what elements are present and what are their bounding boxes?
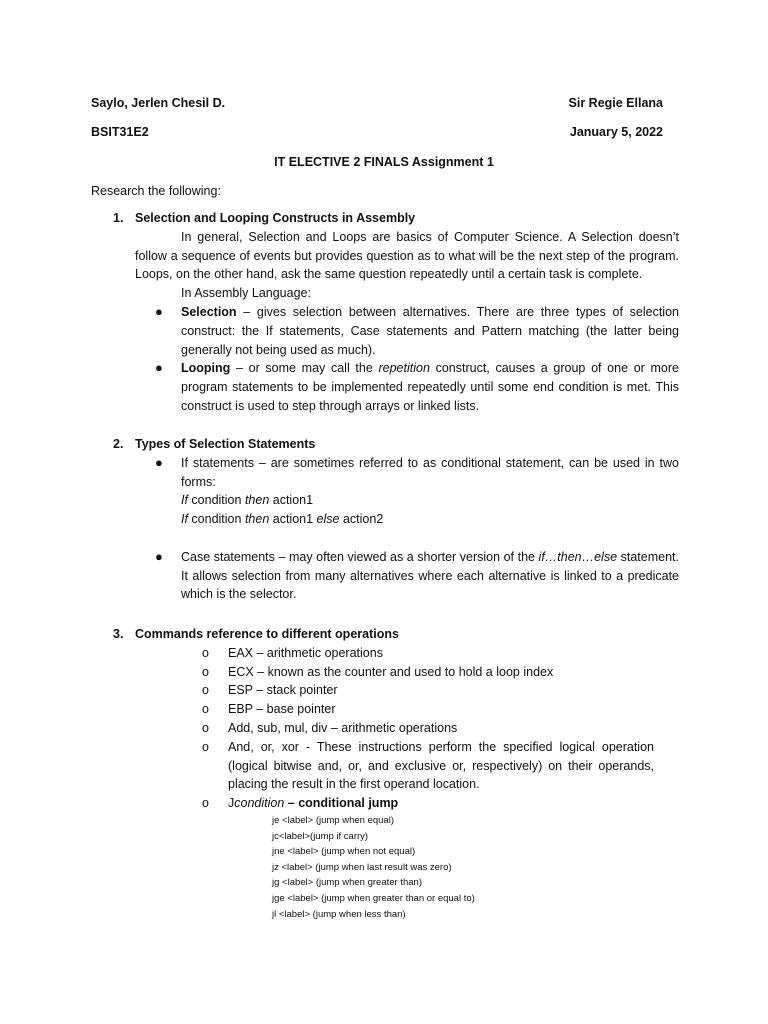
case-statements-post: statement. It allows selection from many alternatives where each alternative is linked to a predicate which is the selector. <box>181 549 679 602</box>
case-statements-pre: Case statements – may often viewed as a shorter version of the <box>181 549 539 564</box>
then-keyword: then <box>244 493 270 508</box>
bullet-selection-text: – gives selection between alternatives. There are three types of selection construct: the If statements, Case statements and Pattern matching (the latter being generally not being used as much). <box>181 304 679 357</box>
condition-word: condition <box>187 512 245 527</box>
if-form-2 <box>135 510 679 529</box>
jump-item: jz <label> (jump when last result was zero) <box>272 861 452 873</box>
bullet-looping-italic: repetition <box>378 361 430 376</box>
section-1-number: 1. <box>113 211 124 225</box>
bullet-icon: ● <box>155 360 163 376</box>
command-item-jcondition <box>91 794 654 813</box>
bullet-selection <box>135 303 679 359</box>
bullet-icon: ● <box>155 303 163 319</box>
section-1-heading <box>91 209 679 228</box>
command-text: EAX – arithmetic operations <box>228 645 383 660</box>
case-statements-italic: if…then…else <box>538 549 618 564</box>
command-text: ECX – known as the counter and used to hold a loop index <box>228 664 554 679</box>
bullet-icon: ● <box>155 548 163 564</box>
section-3-title: Commands reference to different operations <box>135 627 399 641</box>
jump-item: je <label> (jump when equal) <box>272 814 394 826</box>
section-1 <box>91 209 679 416</box>
jump-list <box>91 813 679 922</box>
circle-bullet-icon: o <box>202 739 209 754</box>
if-keyword: If <box>181 493 188 508</box>
intro-text: Research the following: <box>91 184 221 198</box>
command-item <box>91 644 654 663</box>
section-2-title: Types of Selection Statements <box>135 437 316 451</box>
bullet-selection-term: Selection <box>181 304 237 319</box>
bullet-looping-term: Looping <box>181 361 231 376</box>
command-item <box>91 681 654 700</box>
jump-item: jl <label> (jump when less than) <box>272 908 406 920</box>
assembly-label: In Assembly Language: <box>181 286 311 301</box>
section-2-number: 2. <box>113 437 124 451</box>
command-item <box>91 719 654 738</box>
document-title: IT ELECTIVE 2 FINALS Assignment 1 <box>274 155 494 169</box>
jump-item: jg <label> (jump when greater than) <box>272 877 422 889</box>
circle-bullet-icon: o <box>202 645 209 660</box>
bullet-if-statements <box>135 454 679 492</box>
command-item <box>91 738 654 794</box>
instructor-name: Sir Regie Ellana <box>568 96 663 110</box>
circle-bullet-icon: o <box>202 720 209 735</box>
section-3 <box>91 625 679 922</box>
section-2-heading <box>91 435 679 454</box>
jcondition-desc: – conditional jump <box>284 796 399 811</box>
action-word: action2 <box>339 512 384 527</box>
assignment-date: January 5, 2022 <box>569 125 663 139</box>
condition-word: condition <box>187 493 245 508</box>
circle-bullet-icon: o <box>202 683 209 698</box>
action-word: action1 <box>269 512 317 527</box>
command-text: Add, sub, mul, div – arithmetic operations <box>228 720 458 735</box>
circle-bullet-icon: o <box>202 796 209 811</box>
circle-bullet-icon: o <box>202 664 209 679</box>
if-keyword: If <box>181 512 188 527</box>
command-text: ESP – stack pointer <box>228 683 338 698</box>
action-word: action1 <box>269 493 314 508</box>
bullet-looping-post: construct, causes a group of one or more program statements to be implemented repeatedly until some end condition is met. This construct is used to step through arrays or linked lists. <box>181 361 679 413</box>
section-code: BSIT31E2 <box>91 125 149 139</box>
if-form-1 <box>135 491 679 510</box>
bullet-case-statements <box>135 548 679 604</box>
command-text: And, or, xor - These instructions perform the specified logical operation (logical bitwise and, or, and exclusive or, respectively) on their operands, placing the result in the first operand location. <box>228 739 654 792</box>
circle-bullet-icon: o <box>202 702 209 717</box>
bullet-icon: ● <box>155 454 163 470</box>
then-keyword: then <box>244 512 270 527</box>
jump-item: jge <label> (jump when greater than or equal to) <box>272 892 475 904</box>
command-item <box>91 700 654 719</box>
command-text: EBP – base pointer <box>228 702 336 717</box>
bullet-looping <box>135 359 679 415</box>
bullet-looping-pre: – or some may call the <box>230 361 379 376</box>
section-1-paragraph: In general, Selection and Loops are basics of Computer Science. A Selection doesn’t follow a sequence of events but provides question as to what will be the next step of the program. Loops, on the other hand, ask the same question repeatedly until a certain task is complete. <box>135 229 679 282</box>
else-keyword: else <box>316 512 340 527</box>
if-statements-text: If statements – are sometimes referred to as conditional statement, can be used in two forms: <box>181 455 679 489</box>
section-2 <box>91 435 679 604</box>
jcondition-prefix: J <box>228 796 235 811</box>
command-item <box>91 663 654 682</box>
section-3-heading <box>91 625 679 644</box>
section-3-number: 3. <box>113 627 124 641</box>
section-1-title: Selection and Looping Constructs in Assembly <box>135 211 416 225</box>
jump-item: jc<label>(jump if carry) <box>272 830 369 842</box>
jump-item: jne <label> (jump when not equal) <box>272 846 416 858</box>
student-name: Saylo, Jerlen Chesil D. <box>91 96 226 110</box>
jcondition-italic: condition <box>234 796 285 811</box>
